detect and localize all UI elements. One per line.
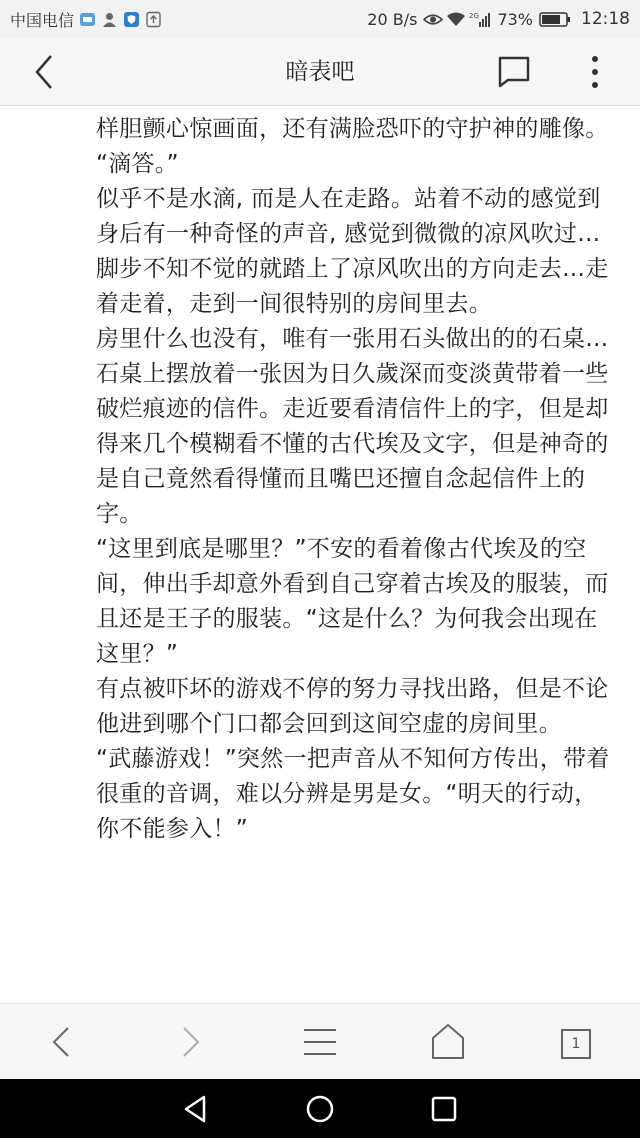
menu-button[interactable]	[298, 1020, 342, 1064]
system-nav-bar	[0, 1079, 640, 1138]
battery-percent: 73%	[497, 9, 533, 29]
wifi-icon	[446, 11, 463, 28]
status-left	[10, 8, 162, 31]
signal-icon	[469, 11, 491, 28]
tab-count: 1	[571, 1036, 581, 1052]
paragraph: 似乎不是水滴, 而是人在走路。站着不动的感觉到身后有一种奇怪的声音, 感觉到微微的凉风吹过…	[96, 186, 601, 247]
chevron-left-icon	[26, 52, 66, 92]
home-icon	[426, 1020, 470, 1064]
network-type: 2G	[469, 11, 480, 20]
triangle-back-icon	[178, 1091, 214, 1127]
shield-icon	[123, 11, 140, 28]
paragraph: “滴答。”	[96, 151, 179, 177]
system-home-button[interactable]	[302, 1091, 338, 1127]
paragraph: 有点被吓坏的游戏不停的努力寻找出路，但是不论他进到哪个门口都会回到这间空虚的房间里。	[96, 676, 609, 737]
net-speed: 20 B/s	[367, 9, 418, 29]
paragraph: “这里到底是哪里？”不安的看着像古代埃及的空间，伸出手却意外看到自己穿着古埃及的服装，而且还是王子的服装。“这是什么？为何我会出现在这里？”	[96, 536, 609, 667]
carrier-name: 中国电信	[10, 10, 75, 30]
person-icon	[101, 11, 118, 28]
nav-forward-button[interactable]	[168, 1020, 212, 1064]
page-title: 暗表吧	[285, 59, 355, 85]
back-button[interactable]	[26, 52, 66, 92]
eye-icon	[423, 11, 440, 28]
home-button[interactable]	[426, 1020, 470, 1064]
paragraph: 脚步不知不觉的就踏上了凉风吹出的方向走去…走着走着，走到一间很特别的房间里去。	[96, 256, 609, 317]
system-recents-button[interactable]	[426, 1091, 462, 1127]
clock: 12:18	[581, 9, 630, 29]
nav-back-button[interactable]	[40, 1020, 84, 1064]
more-button[interactable]	[580, 52, 610, 92]
more-vertical-icon	[580, 52, 610, 92]
tabs-button[interactable]	[561, 1029, 591, 1059]
upload-icon	[145, 11, 162, 28]
comment-button[interactable]	[496, 54, 532, 90]
status-bar	[0, 0, 640, 38]
back-icon	[40, 1020, 84, 1064]
message-icon	[79, 11, 96, 28]
article-content	[0, 106, 640, 1002]
browser-toolbar	[0, 1003, 640, 1079]
comment-icon	[496, 54, 532, 90]
menu-icon	[298, 1020, 342, 1064]
paragraph: 房里什么也没有，唯有一张用石头做出的的石桌…石桌上摆放着一张因为日久歲深而变淡黄带着一些破烂痕迹的信件。走近要看清信件上的字，但是却得来几个模糊看不懂的古代埃及文字，但是神奇的是自己竟然看得懂而且嘴巴还擅自念起信件上的字。	[96, 326, 609, 527]
title-bar	[0, 38, 640, 106]
status-right	[367, 9, 630, 29]
forward-icon	[168, 1020, 212, 1064]
paragraph: “武藤游戏！”突然一把声音从不知何方传出，带着很重的音调，难以分辨是男是女。“明天的行动，你不能参入！”	[96, 746, 610, 842]
system-back-button[interactable]	[178, 1091, 214, 1127]
circle-home-icon	[302, 1091, 338, 1127]
paragraph: 样胆颤心惊画面，还有满脸恐吓的守护神的雕像。	[96, 116, 609, 142]
battery-icon	[539, 11, 571, 28]
square-recents-icon	[426, 1091, 462, 1127]
